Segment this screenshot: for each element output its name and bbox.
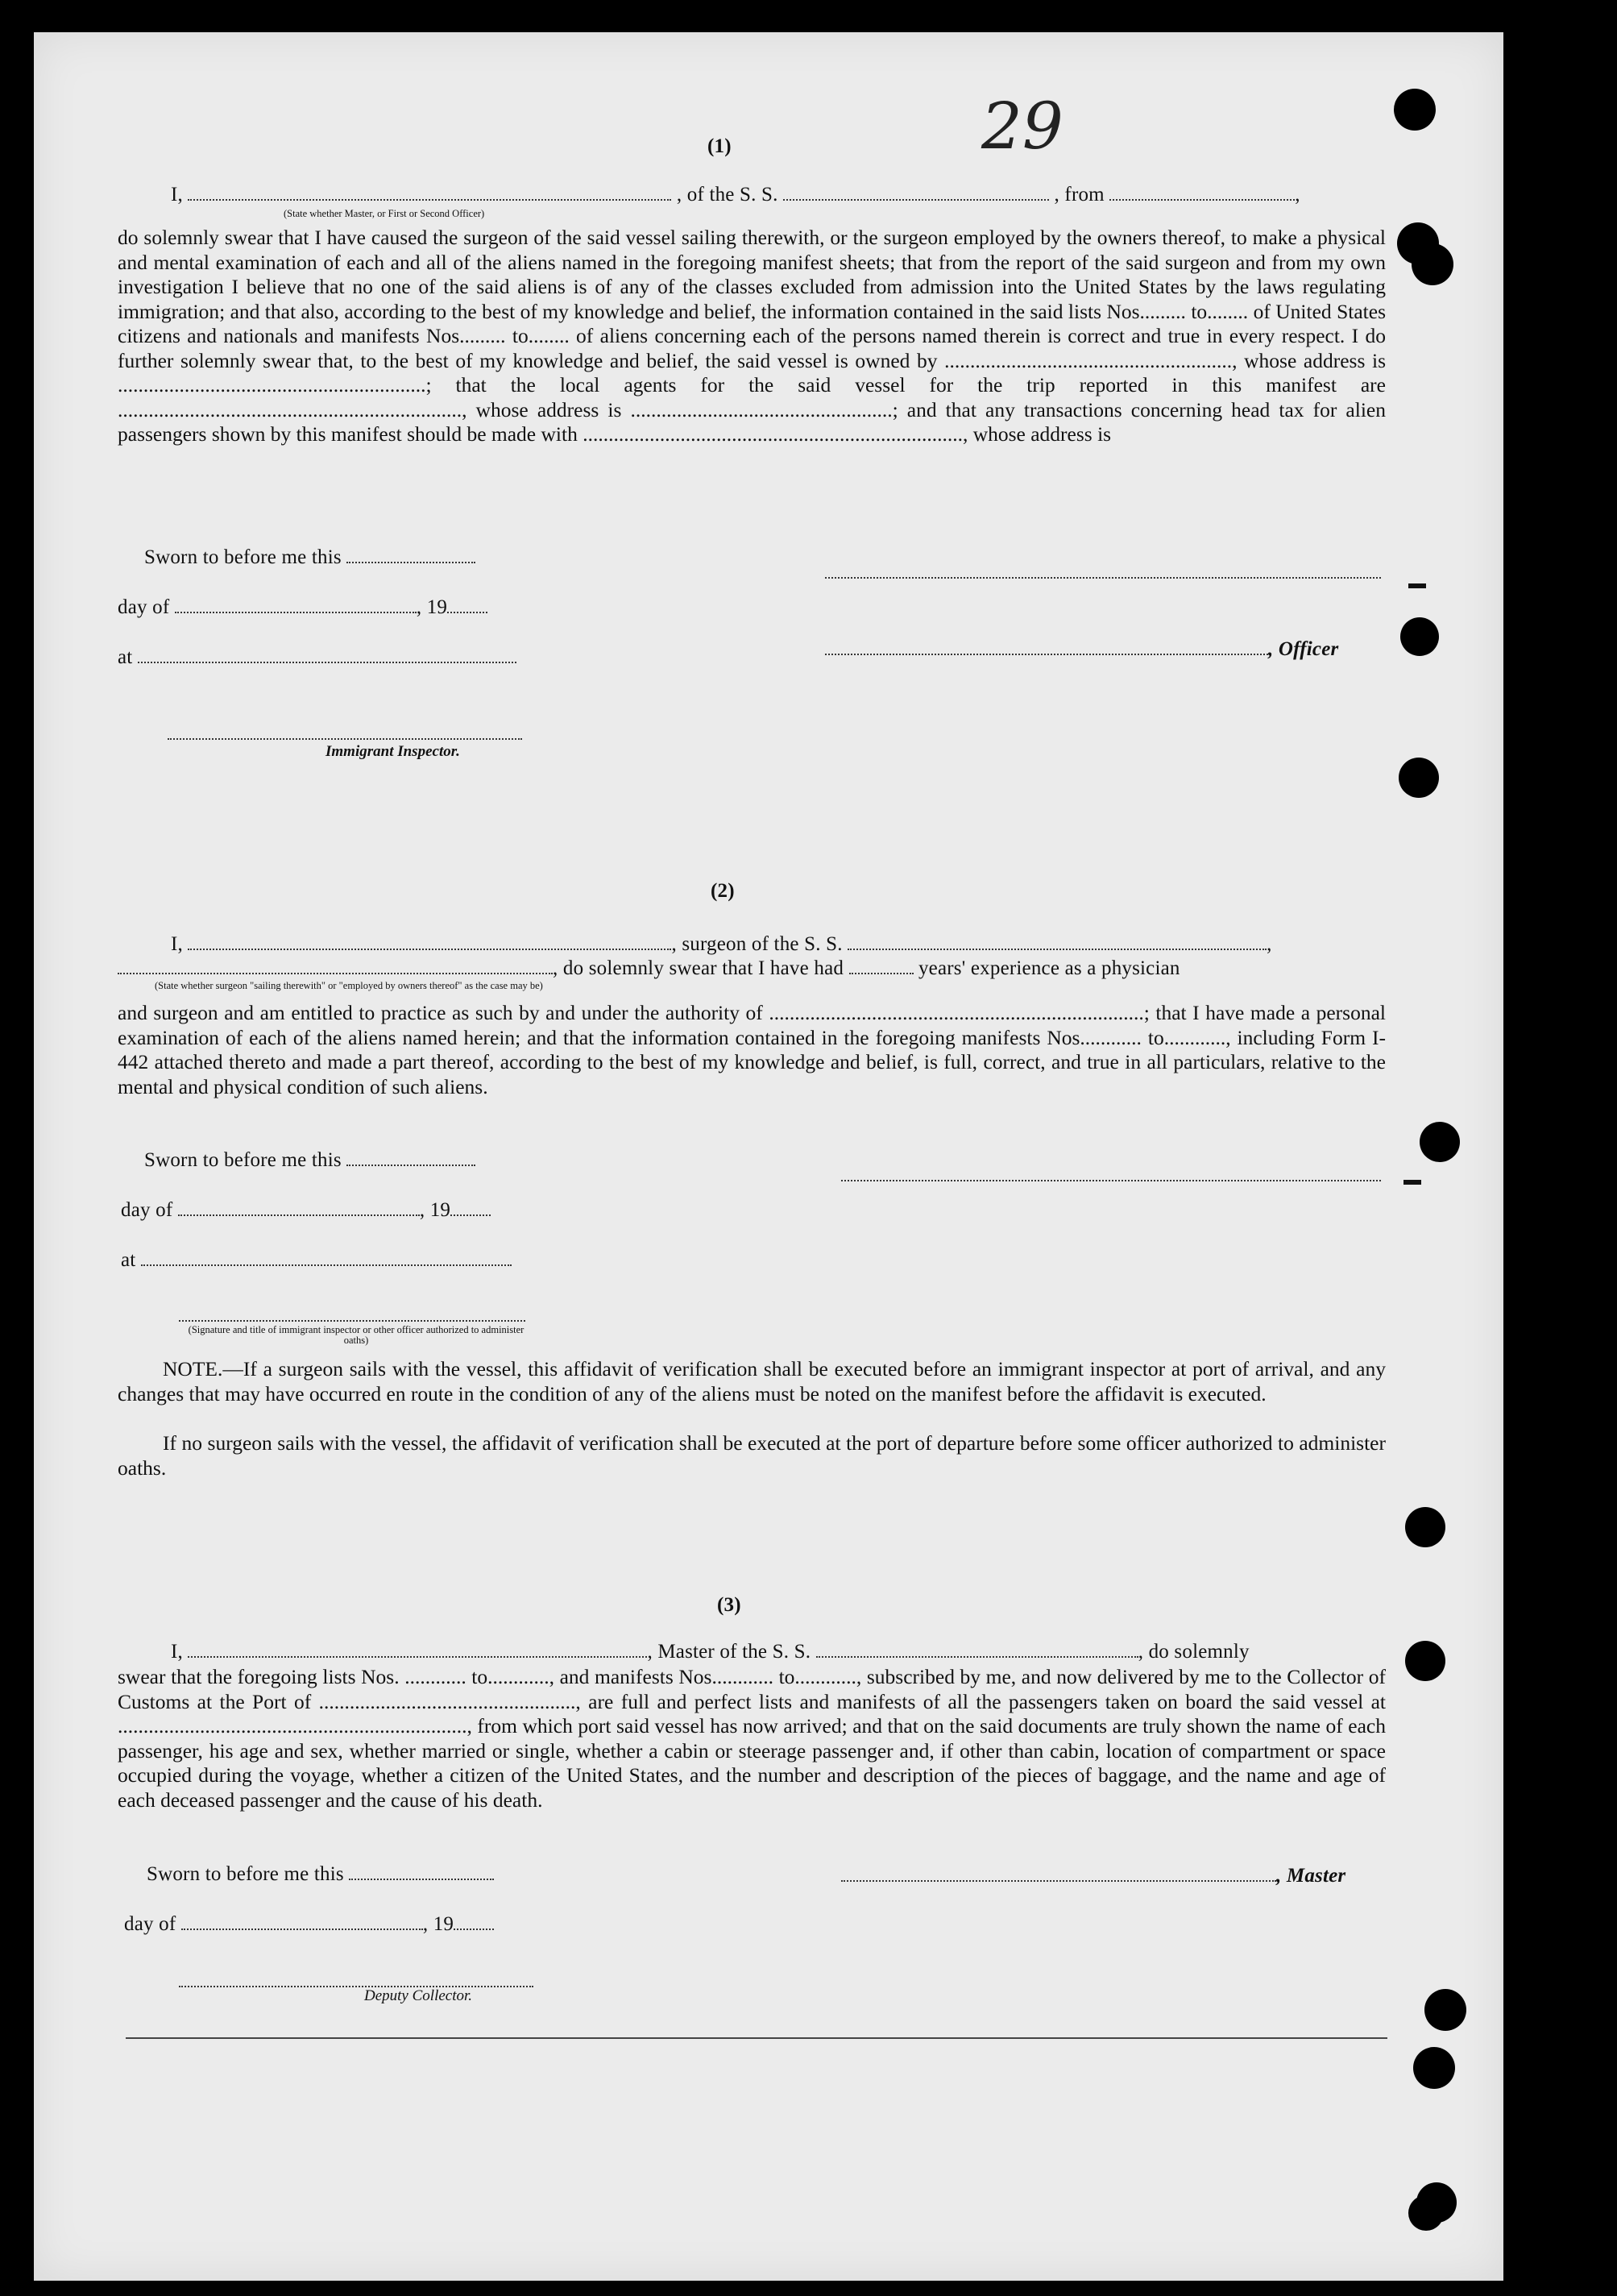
binder-hole <box>1408 2195 1444 2231</box>
section1-from-label: , from <box>1054 184 1105 206</box>
section2-sworn-day-blank <box>346 1150 475 1166</box>
master-name-blank <box>188 1642 647 1658</box>
section2-oath-text: and surgeon and am entitled to practice as such by and under the authority of .........................................................................; that I have made a personal examination of each of the aliens named herein; and that the information contained in the foregoing manifests Nos............ to............, including Form I-442 attached thereto and made a part thereof, according to the best of my knowledge and belief, is full, correct, and true in all particulars, relative to the mental and physical condition of such aliens. <box>118 1001 1386 1098</box>
section3-ship-blank <box>816 1642 1138 1658</box>
sworn-day-blank <box>346 547 475 563</box>
section2-inspector-signature-line <box>179 1306 525 1326</box>
section2-day-blank <box>178 1200 420 1216</box>
day-blank <box>175 597 417 613</box>
section3-oath-text: swear that the foregoing lists Nos. ............ to............, and manifests Nos............ to............, subscribed by me, and now delivered by me to the Collector of Customs at the Port of .................................................., are full and perfect lists and manifests of all the passengers taken on board the said vessel at ...................................................................., from which port said vessel has now arrived; and that on the said documents are truly shown the name of each passenger, his age and sex, whether married or single, whether a cabin or steerage passenger and, if other than cabin, location of compartment or space occupied during the voyage, whether a citizen of the United States, and the number and description of the pieces of baggage, and the name and age of each deceased passenger and the cause of his death. <box>118 1665 1386 1812</box>
binder-hole <box>1424 1989 1466 2031</box>
binder-hole <box>1400 617 1439 656</box>
section3-day-blank <box>181 1914 423 1930</box>
section3-sworn-line: Sworn to before me this <box>147 1863 494 1886</box>
section1-officer-line: , Officer <box>825 638 1338 661</box>
deputy-signature-line <box>179 1971 533 1991</box>
binder-hole <box>1399 758 1439 798</box>
section2-at-blank <box>141 1250 512 1266</box>
surgeon-ship-blank <box>848 934 1267 950</box>
section1-oath-text: do solemnly swear that I have caused the surgeon of the said vessel sailing therewith, or the surgeon employed by the owners thereof, to make a physical and mental examination of each and all of the aliens named in the foregoing manifest sheets; that from the report of the said surgeon and from my own investigation I believe that no one of the said aliens is of any of the classes excluded from admission into the United States by the laws regulating immigration; and that also, according to the best of my knowledge and belief, the information contained in the said lists Nos......... to........ of United States citizens and nationals and manifests Nos......... to........ of aliens concerning each of the persons named therein is correct and true in every respect. I do further solemnly swear that, to the best of my knowledge and belief, the said vessel is owned by ........................................................, whose address is ............................................................; that the local agents for the said vessel for the trip reported in this manifest are ..................................................................., whose address is ...................................................; and that any transactions concerning head tax for alien passengers shown by this manifest should be made with .........................................................................., whose address is <box>118 226 1386 446</box>
section3-line1: I, , Master of the S. S. , do solemnly <box>171 1641 1250 1663</box>
binder-hole <box>1420 1122 1460 1162</box>
from-port-blank <box>1109 185 1295 201</box>
section1-i-label: I, <box>171 184 183 206</box>
section1-day-line: day of , 19 <box>118 596 487 619</box>
binder-hole <box>1405 1641 1445 1681</box>
handwritten-page-number: 29 <box>981 89 1063 164</box>
section2-sworn-line: Sworn to before me this <box>144 1149 475 1172</box>
deputy-collector-caption: Deputy Collector. <box>364 1987 473 2004</box>
surgeon-status-blank <box>118 958 553 974</box>
section1-line1: I, , of the S. S. , from , <box>171 184 1300 206</box>
binder-hole <box>1394 89 1436 131</box>
section1-of-ss-label: , of the S. S. <box>676 184 778 206</box>
immigrant-inspector-caption: Immigrant Inspector. <box>325 743 460 760</box>
section2-number: (2) <box>711 880 735 902</box>
section2-signature-line <box>841 1165 1381 1185</box>
section2-note: NOTE.—If a surgeon sails with the vessel, this affidavit of verification shall be executed before an immigrant inspector at port of arrival, and any changes that may have occurred en route in the condition of any of the aliens must be noted on the manifest before the affidavit is executed. <box>118 1357 1386 1405</box>
section1-number: (1) <box>707 135 732 157</box>
section1-sworn-line: Sworn to before me this <box>144 546 475 569</box>
section1-at-line: at <box>118 646 516 669</box>
section2-day-line: day of , 19 <box>121 1199 491 1222</box>
section2-line2: , do solemnly swear that I have had years' experience as a physician <box>118 957 1180 980</box>
section3-day-line: day of , 19 <box>124 1913 494 1936</box>
inspector-signature-line <box>168 724 522 744</box>
officer-name-blank <box>188 185 671 201</box>
binder-hole <box>1413 2047 1455 2089</box>
section2-signature-caption: (Signature and title of immigrant inspector or other officer authorized to administer oaths) <box>188 1324 524 1346</box>
section2-at-line: at <box>121 1249 512 1272</box>
binder-hole <box>1405 1507 1445 1547</box>
officer-signature-blank <box>825 639 1268 655</box>
section2-line1: I, , surgeon of the S. S. , <box>171 933 1272 955</box>
document-page <box>34 32 1503 2281</box>
section3-sworn-day-blank <box>349 1864 494 1880</box>
section3-number: (3) <box>717 1594 741 1616</box>
years-blank <box>849 958 914 974</box>
surgeon-name-blank <box>188 934 671 950</box>
at-place-blank <box>138 647 516 663</box>
section2-surgeon-caption: (State whether surgeon "sailing therewith" or "employed by owners thereof" as the case may be) <box>155 980 543 991</box>
margin-mark <box>1403 1180 1421 1185</box>
note-label: NOTE. <box>163 1357 223 1381</box>
section2-note2: If no surgeon sails with the vessel, the affidavit of verification shall be executed at the port of departure before some officer authorized to administer oaths. <box>118 1431 1386 1480</box>
bottom-rule <box>126 2037 1387 2039</box>
master-signature-blank <box>841 1866 1276 1882</box>
section3-master-line: , Master <box>841 1865 1345 1887</box>
margin-mark <box>1408 583 1426 588</box>
section1-signature-line <box>825 563 1381 583</box>
binder-hole <box>1412 243 1453 285</box>
ship-name-blank <box>783 185 1049 201</box>
section1-officer-caption: (State whether Master, or First or Second Officer) <box>284 208 485 219</box>
